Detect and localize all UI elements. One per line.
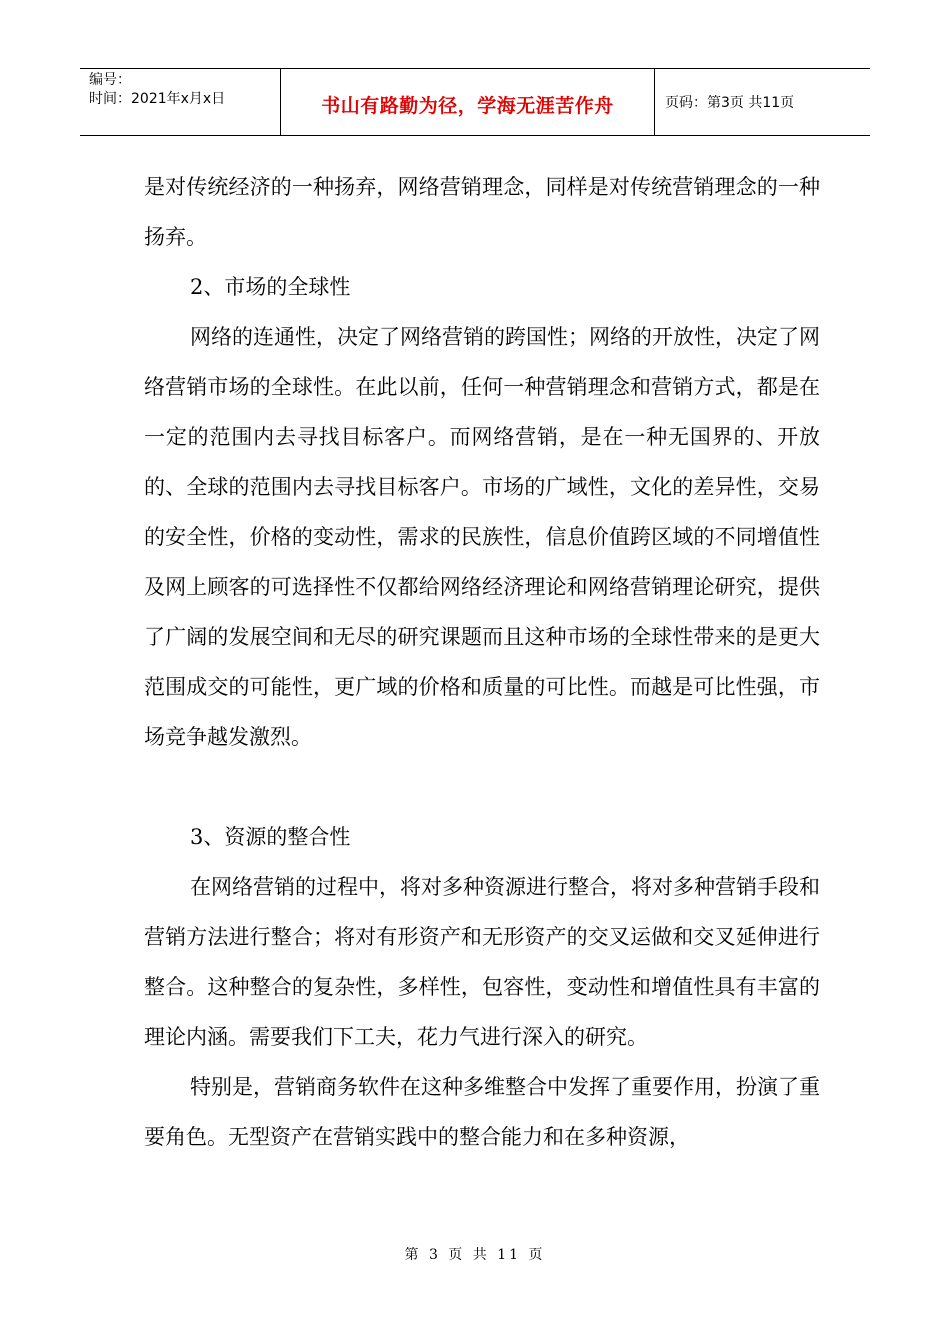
header-motto-cell — [281, 69, 655, 135]
paragraph: 网络的连通性，决定了网络营销的跨国性；网络的开放性，决定了网络营销市场的全球性。在此以前，任何一种营销理念和营销方式，都是在一定的范围内去寻找目标客户。而网络营销，是在一种无国界的、开放的、全球的范围内去寻找目标客户。市场的广域性，文化的差异性，交易的安全性，价格的变动性，需求的民族性，信息价值跨区域的不同增值性及网上顾客的可选择性不仅都给网络经济理论和网络营销理论研究，提供了广阔的发展空间和无尽的研究课题而且这种市场的全球性带来的是更大范围成交的可能性，更广域的价格和质量的可比性。而越是可比性强，市场竞争越发激烈。 — [144, 325, 820, 749]
date-label: 时间：2021年x月x日 — [89, 91, 226, 107]
header-meta — [80, 69, 281, 135]
page-footer: 第 3 页 共 11 页 — [404, 1247, 546, 1263]
page-info-text: 页码：第3页 共11页 — [665, 95, 795, 111]
paragraph: 特别是，营销商务软件在这种多维整合中发挥了重要作用，扮演了重要角色。无型资产在营销实践中的整合能力和在多种资源， — [144, 1075, 820, 1149]
paragraph: 是对传统经济的一种扬弃，网络营销理念，同样是对传统营销理念的一种扬弃。 — [144, 175, 820, 249]
section-heading: 2、市场的全球性 — [190, 275, 351, 299]
section-heading: 3、资源的整合性 — [190, 825, 351, 849]
motto-text: 书山有路勤为径，学海无涯苦作舟 — [321, 94, 614, 117]
document-body — [144, 162, 820, 1162]
paragraph: 在网络营销的过程中，将对多种资源进行整合，将对多种营销手段和营销方法进行整合；将对有形资产和无形资产的交叉运做和交叉延伸进行整合。这种整合的复杂性，多样性，包容性，变动性和增值性具有丰富的理论内涵。需要我们下工夫，花力气进行深入的研究。 — [144, 875, 820, 1049]
header-page-info-cell — [655, 69, 870, 135]
serial-number-label: 编号： — [89, 72, 131, 88]
document-header — [80, 68, 870, 136]
